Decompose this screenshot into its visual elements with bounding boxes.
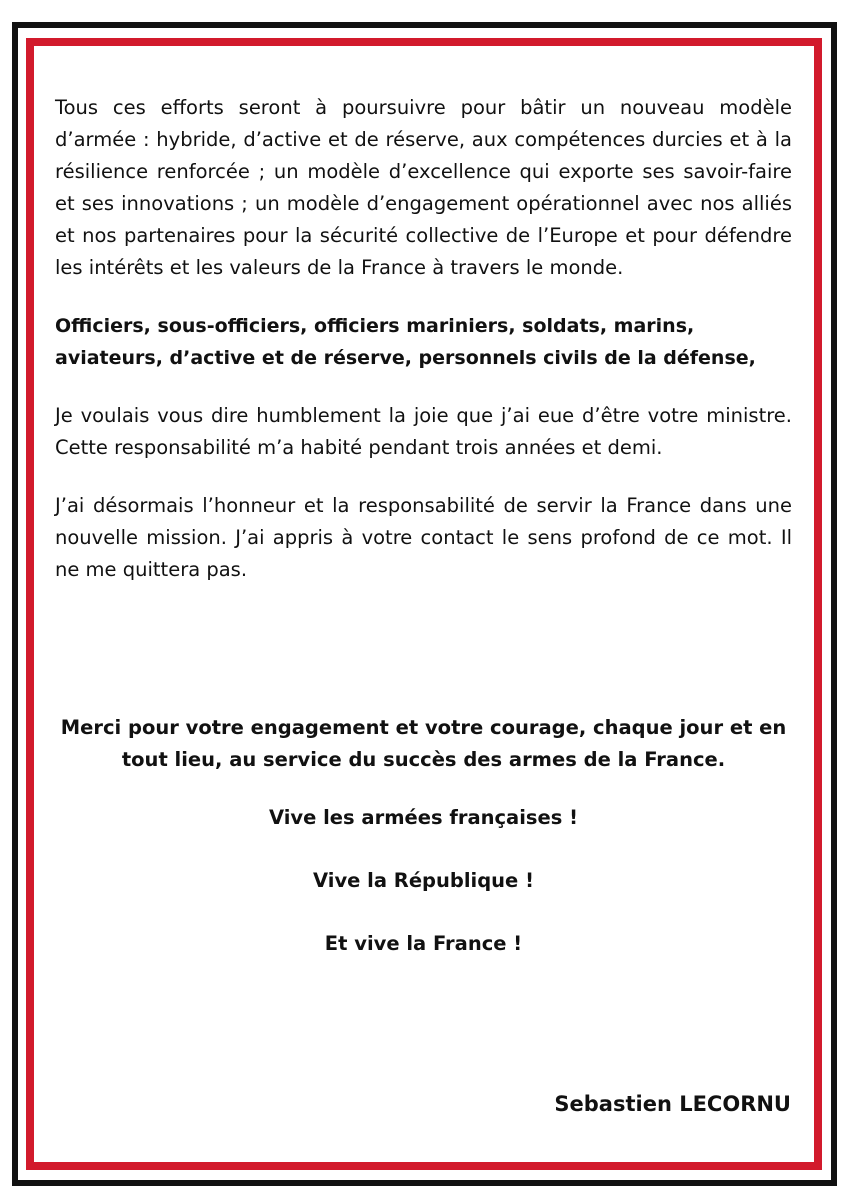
cheer-france: Et vive la France ! [324, 932, 523, 955]
cheer-republic: Vive la République ! [313, 869, 534, 892]
cheer-armies: Vive les armées françaises ! [268, 806, 579, 829]
paragraph-address: Officiers, sous-officiers, officiers mariniers, soldats, marins, aviateurs, d’active et de réserve, personnels civils de la défense, [55, 315, 756, 369]
paragraph-joy: Je voulais vous dire humblement la joie que j’ai eue d’être votre ministre. Cette responsabilité m’a habité pendant trois années et demi. [55, 404, 792, 459]
paragraph-mission: J’ai désormais l’honneur et la responsabilité de servir la France dans une nouvelle mission. J’ai appris à votre contact le sens profond de ce mot. Il ne me quittera pas. [55, 494, 792, 581]
closing-block [55, 712, 792, 991]
thanks-line: Merci pour votre engagement et votre courage, chaque jour et en tout lieu, au service du succès des armes de la France. [60, 716, 787, 771]
letter-body [55, 92, 792, 586]
signature: Sebastien LECORNU [554, 1092, 791, 1116]
paragraph-model: Tous ces efforts seront à poursuivre pour bâtir un nouveau modèle d’armée : hybride, d’active et de réserve, aux compétences durcies et à la résilience renforcée ; un modèle d’excellence qui exporte ses savoir-faire et ses innovations ; un modèle d’engagement opérationnel avec nos alliés et nos partenaires pour la sécurité collective de l’Europe et pour défendre les intérêts et les valeurs de la France à travers le monde. [55, 96, 792, 279]
